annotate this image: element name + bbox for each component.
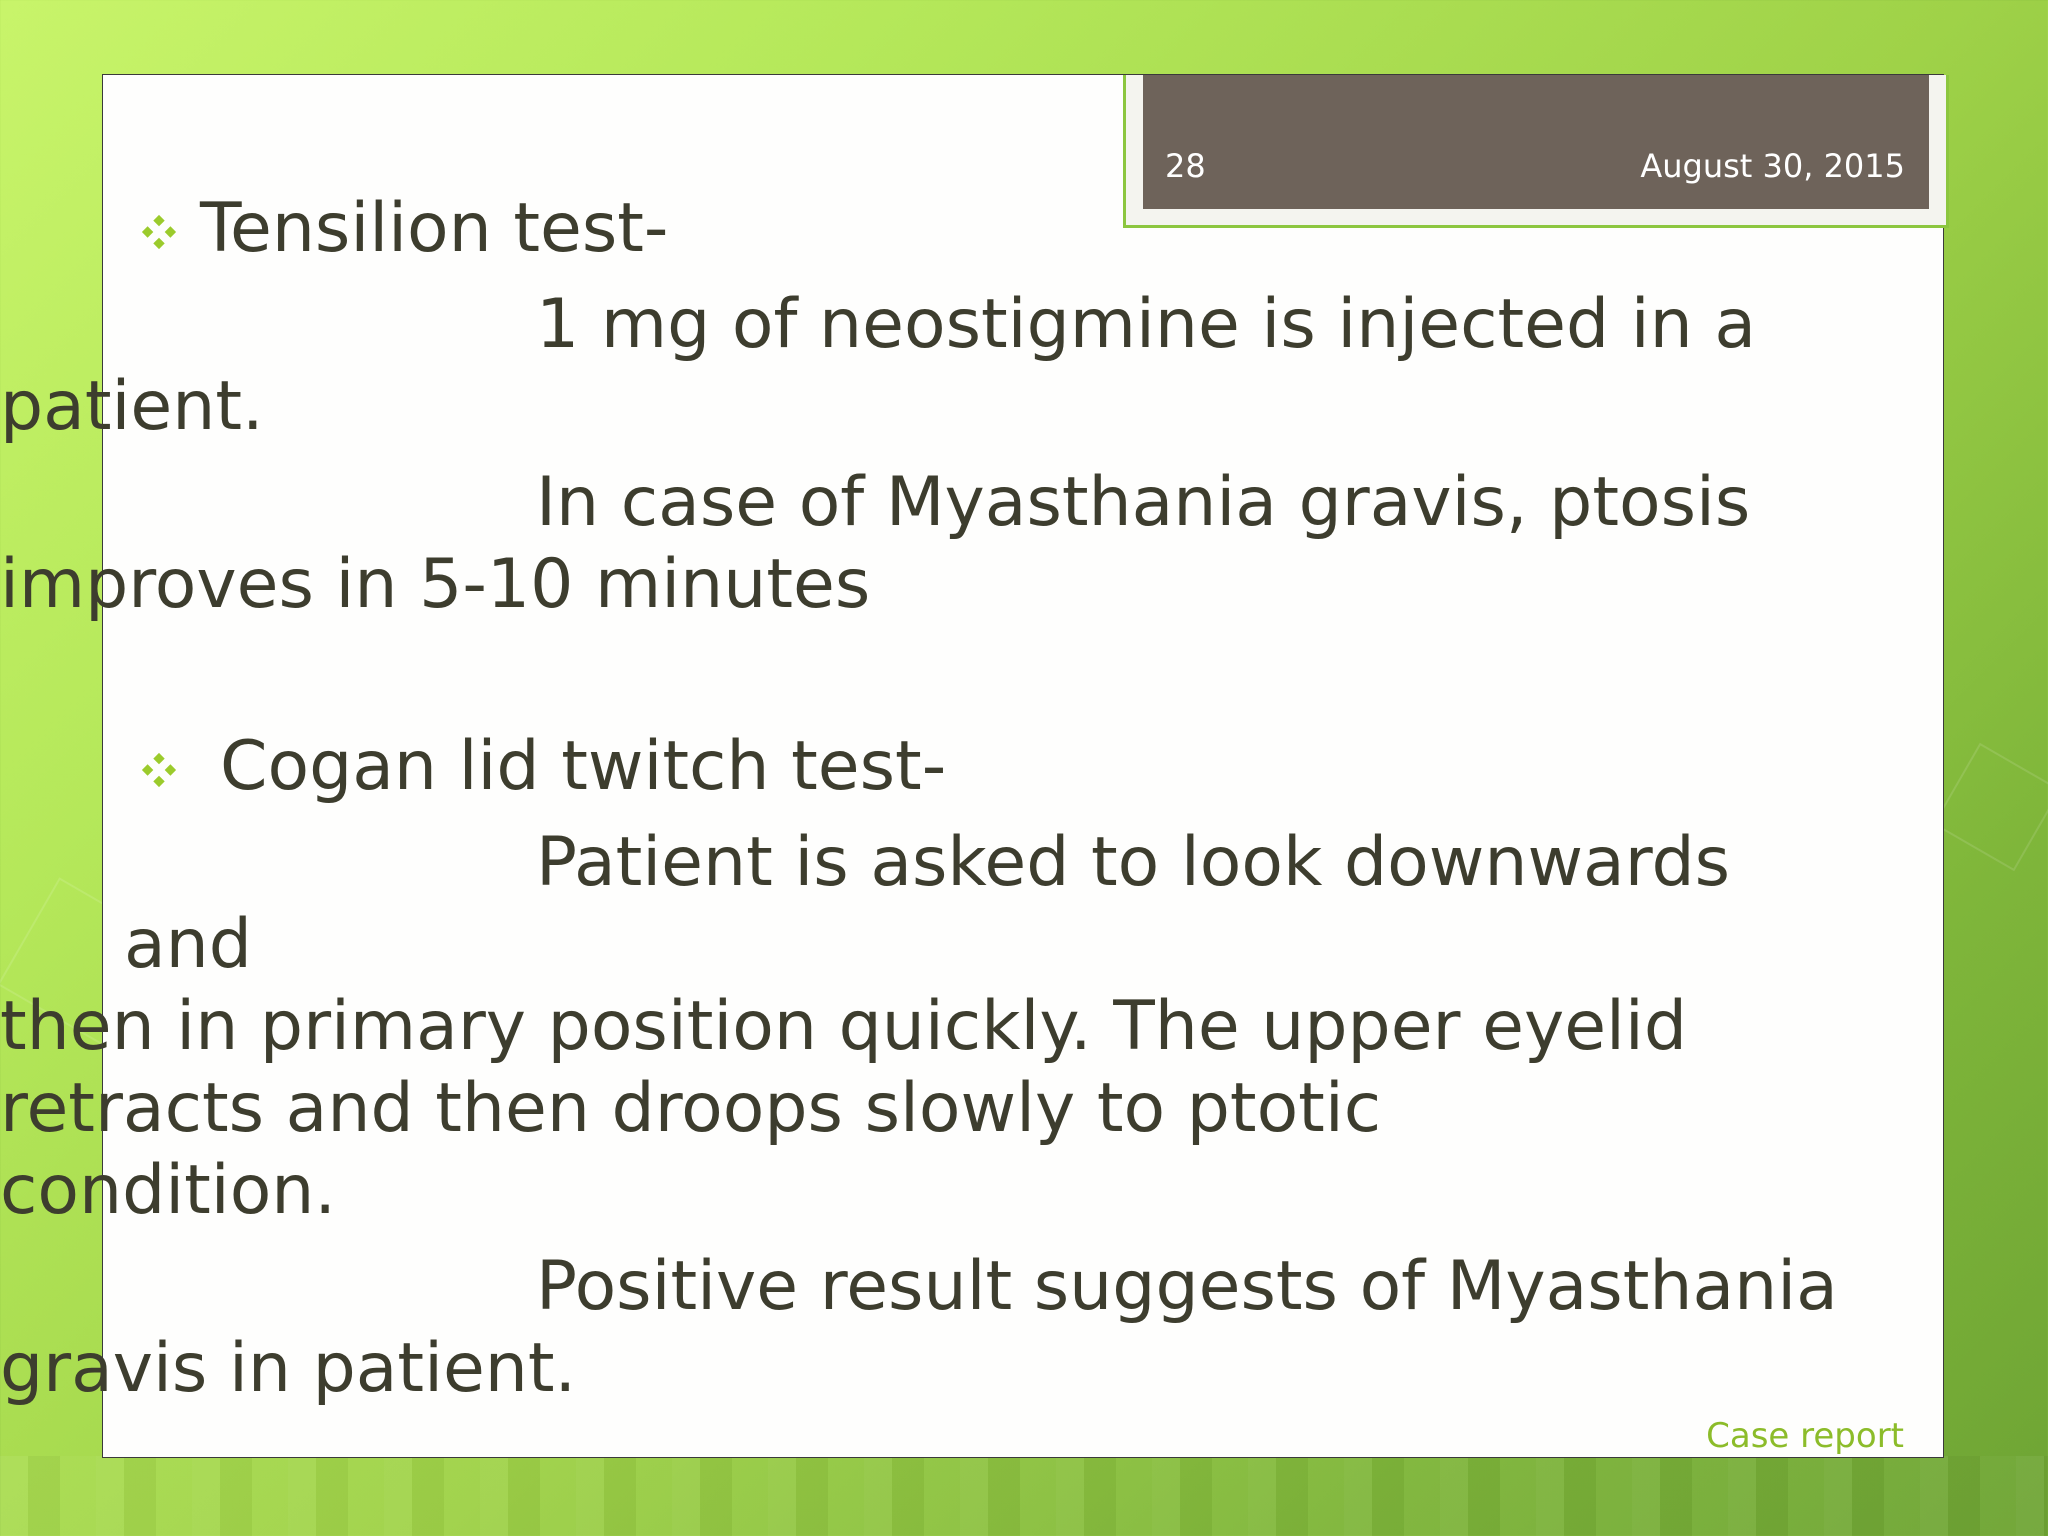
slide-number: 28 bbox=[1165, 147, 1206, 185]
paragraph-rest: then in primary position quickly. The upper eyelid retracts and then droops slowly to ptotic condition. bbox=[0, 987, 1687, 1230]
diamond-cluster-icon bbox=[140, 751, 178, 789]
paragraph-rest: improves in 5-10 minutes bbox=[0, 545, 871, 624]
paragraph-first-line: Patient is asked to look downwards and bbox=[124, 823, 1731, 984]
bullet-heading-text: Cogan lid twitch test- bbox=[220, 727, 947, 806]
paragraph bbox=[0, 1246, 1884, 1410]
slide-body bbox=[0, 180, 1884, 1410]
diamond-cluster-icon bbox=[140, 213, 178, 251]
paragraph bbox=[0, 284, 1884, 448]
paragraph bbox=[0, 462, 1884, 626]
paragraph-rest: patient. bbox=[0, 367, 264, 446]
background-hexagon bbox=[1933, 743, 2048, 871]
background-stripes bbox=[0, 1456, 2048, 1536]
bullet-heading bbox=[124, 726, 1884, 808]
slide-date: August 30, 2015 bbox=[1640, 147, 1905, 185]
paragraph-first-line: Positive result suggests of Myasthania bbox=[536, 1247, 1838, 1326]
paragraph bbox=[0, 822, 1844, 1232]
paragraph-rest: gravis in patient. bbox=[0, 1329, 577, 1408]
footer-text: Case report bbox=[1706, 1416, 1904, 1456]
bullet-heading bbox=[124, 188, 1884, 270]
paragraph-first-line: 1 mg of neostigmine is injected in a bbox=[536, 285, 1757, 364]
paragraph-first-line: In case of Myasthania gravis, ptosis bbox=[536, 463, 1751, 542]
bullet-heading-text: Tensilion test- bbox=[200, 189, 669, 268]
